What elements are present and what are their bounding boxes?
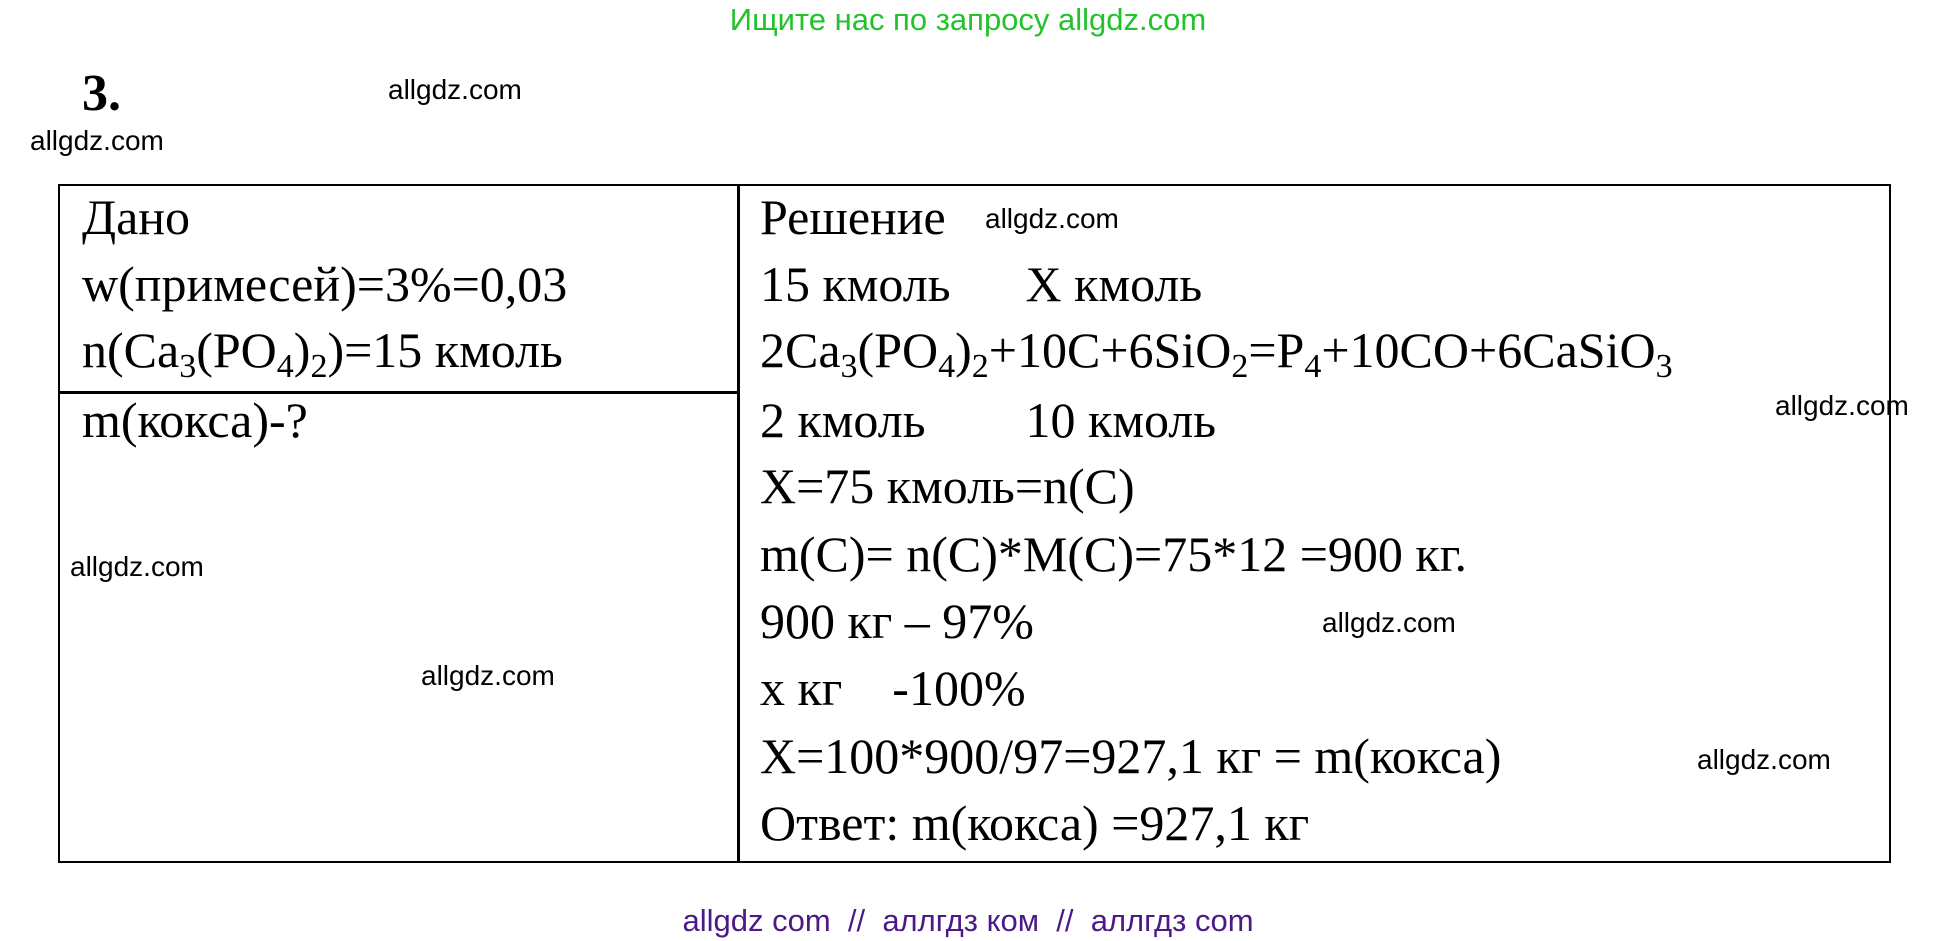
watermark: allgdz.com — [1322, 607, 1456, 638]
given-impurity: w(примесей)=3%=0,03 — [82, 256, 568, 312]
given-moles: $n(Ca_3(PO_4)_2)=15$ кмоль — [82, 322, 563, 385]
find-text: m(кокса)-? — [82, 392, 308, 448]
solution-table — [58, 184, 1891, 863]
solution-line-7: х кг -100% — [760, 660, 1026, 716]
watermark: allgdz.com — [388, 74, 522, 105]
given-heading: Дано — [82, 189, 191, 245]
solution-line-5: m(C)= n(C)*M(C)=75*12 =900 кг. — [760, 526, 1468, 582]
solution-line-4: X=75 кмоль=n(C) — [760, 458, 1135, 514]
watermark: allgdz.com — [70, 551, 204, 582]
answer-line: Ответ: m(кокса) =927,1 кг — [760, 795, 1310, 851]
top-banner: Ищите нас по запросу allgdz.com — [729, 2, 1207, 37]
solution-line-1: 15 кмоль X кмоль — [760, 256, 1203, 312]
solution-line-8: X=100*900/97=927,1 кг = m(кокса) — [760, 728, 1502, 784]
reaction-equation: $2Ca_3(PO_4)_2+10C+6SiO_2=P_4+10CO+6CaSiO_3$ — [760, 322, 1673, 385]
watermark: allgdz.com — [421, 660, 555, 691]
watermark: allgdz.com — [1775, 390, 1909, 421]
bottom-banner: allgdz com // аллгдз ком // аллгдз com — [682, 903, 1254, 938]
watermark: allgdz.com — [1697, 744, 1831, 775]
column-divider — [737, 186, 740, 861]
solution-heading: Решение — [760, 189, 946, 245]
solution-line-3: 2 кмоль 10 кмоль — [760, 392, 1217, 448]
problem-number: 3. — [82, 65, 121, 122]
watermark: allgdz.com — [30, 125, 164, 156]
watermark: allgdz.com — [985, 203, 1119, 234]
solution-line-6: 900 кг – 97% — [760, 593, 1034, 649]
